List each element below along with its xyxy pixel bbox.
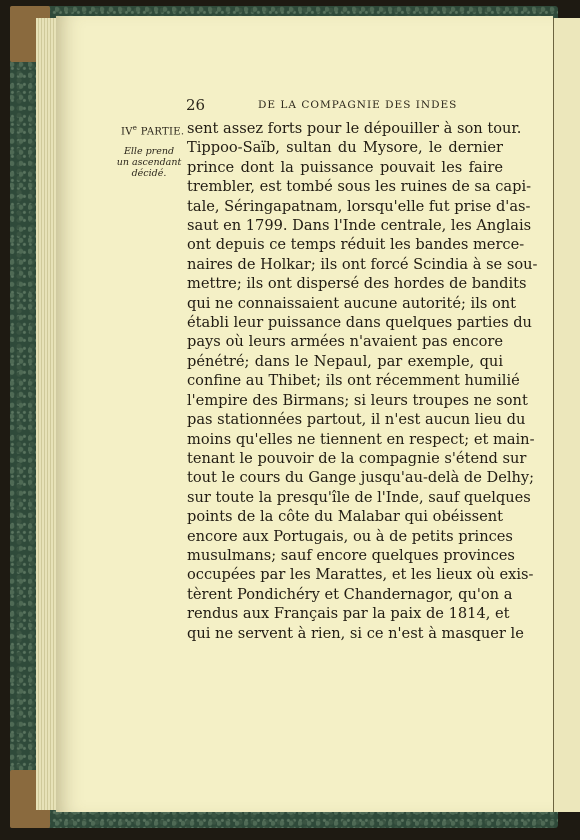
text-line: tenant le pouvoir de la compagnie s'étend sur — [187, 449, 527, 467]
margin-part-superscript: e — [132, 124, 138, 132]
text-line: rendus aux Français par la paix de 1814, et — [187, 605, 510, 623]
page-header — [186, 96, 526, 114]
text-line: saut en 1799. Dans l'Inde centrale, les Anglais — [187, 217, 532, 235]
margin-note-line: décidé. — [131, 168, 167, 179]
text-line: établi leur puissance dans quelques parties du — [187, 314, 532, 332]
text-line: mettre; ils ont dispersé des hordes de bandits — [187, 275, 527, 293]
margin-part-number: IV — [121, 126, 133, 138]
text-line: tale, Séringapatnam, lorsqu'elle fut prise d'as- — [187, 197, 531, 215]
facing-page-edge — [553, 18, 580, 812]
text-line: confine au Thibet; ils ont récemment humilié — [187, 372, 520, 390]
text-line: qui ne connaissaient aucune autorité; ils ont — [187, 294, 517, 312]
text-line: qui ne servent à rien, si ce n'est à masquer le — [187, 624, 524, 642]
text-line: pas stationnées partout, il n'est aucun lieu du — [187, 411, 526, 429]
text-line: encore aux Portugais, ou à de petits princes — [187, 527, 513, 545]
body-text — [187, 119, 538, 643]
text-line: naires de Holkar; ils ont forcé Scindia à se sou- — [187, 255, 538, 273]
margin-note — [108, 146, 190, 179]
page-number: 26 — [186, 96, 206, 114]
text-line: Tippoo-Saïb, sultan du Mysore, le dernier — [187, 139, 503, 157]
text-line: occupées par les Marattes, et les lieux où exis- — [187, 566, 534, 584]
text-line: pays où leurs armées n'avaient pas encore — [187, 333, 503, 351]
margin-part-label — [121, 124, 184, 137]
text-line: sur toute la presqu'île de l'Inde, sauf quelques — [187, 488, 531, 506]
text-line: ont depuis ce temps réduit les bandes merce- — [187, 236, 525, 254]
text-line: tout le cours du Gange jusqu'au-delà de Delhy; — [187, 469, 535, 487]
text-line: moins qu'elles ne tiennent en respect; et main- — [187, 430, 535, 448]
text-line: trembler, est tombé sous les ruines de sa capi- — [187, 178, 532, 196]
text-line: sent assez forts pour le dépouiller à son tour. — [187, 120, 522, 137]
margin-part-word: PARTIE. — [137, 126, 185, 138]
text-line: points de la côte du Malabar qui obéissent — [187, 508, 503, 526]
text-line: l'empire des Birmans; si leurs troupes ne sont — [187, 391, 528, 409]
text-line: musulmans; sauf encore quelques provinces — [187, 546, 515, 564]
margin-note-line: Elle prend — [123, 146, 175, 157]
text-line: pénétré; dans le Nepaul, par exemple, qui — [187, 352, 503, 370]
running-head: DE LA COMPAGNIE DES INDES — [258, 99, 458, 111]
text-line: prince dont la puissance pouvait les faire — [187, 158, 503, 176]
text-line: tèrent Pondichéry et Chandernagor, qu'on a — [187, 585, 513, 603]
margin-note-line: un ascendant — [116, 157, 182, 168]
